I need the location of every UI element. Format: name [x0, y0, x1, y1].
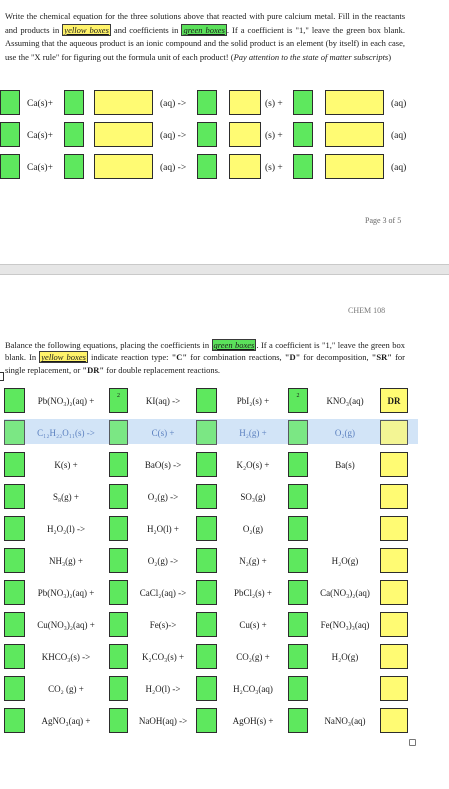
- page2-instructions: [5, 339, 405, 376]
- coefficient-box[interactable]: [196, 580, 217, 605]
- coefficient-box[interactable]: [196, 676, 217, 701]
- page-number: Page 3 of 5: [365, 216, 402, 225]
- product-2-label: H₂O(g): [331, 652, 359, 662]
- coefficient-box[interactable]: [109, 548, 128, 573]
- coefficient-box[interactable]: [293, 90, 313, 115]
- coefficient-box[interactable]: [109, 708, 128, 733]
- yellow-boxes-highlight: yellow boxes: [64, 24, 109, 35]
- state-plus-label: (s) +: [265, 131, 283, 141]
- reaction-type-box[interactable]: [380, 676, 408, 701]
- page1-instructions: [5, 10, 405, 64]
- coefficient-box[interactable]: [197, 90, 217, 115]
- type-c: "C": [171, 352, 188, 363]
- state-label: (aq): [391, 131, 407, 141]
- instruction-text: for decomposition,: [300, 352, 372, 363]
- state-label: (aq): [391, 99, 407, 109]
- product-box[interactable]: [325, 154, 384, 179]
- resize-handle[interactable]: [409, 739, 416, 746]
- coefficient-box[interactable]: [288, 548, 308, 573]
- product-1-label: H₂CO₃(aq): [233, 684, 273, 694]
- coefficient-box[interactable]: [197, 154, 217, 179]
- instruction-text: for single replacement, or: [5, 352, 405, 375]
- reactant-1-label: KHCO₃(s) ->: [41, 652, 91, 662]
- reactant-2-label: K₂CO₃(s) +: [141, 652, 185, 662]
- coefficient-box[interactable]: [64, 154, 84, 179]
- coefficient-box[interactable]: [293, 154, 313, 179]
- reactant-label: Ca(s)+: [27, 163, 53, 173]
- coefficient-box[interactable]: [4, 516, 25, 541]
- page-header: CHEM 108: [348, 306, 386, 315]
- product-box[interactable]: [229, 154, 261, 179]
- reaction-type-value: DR: [387, 395, 401, 406]
- coefficient-box[interactable]: [4, 612, 25, 637]
- reactant-2-label: O₂(g) ->: [147, 556, 179, 566]
- coefficient-value: 2: [117, 393, 120, 399]
- coefficient-box[interactable]: [288, 452, 308, 477]
- reactant-1-label: S₈(g) +: [53, 492, 79, 502]
- coefficient-box[interactable]: [196, 388, 217, 413]
- reactant-label: Ca(s)+: [27, 99, 53, 109]
- text-cursor-marker: [0, 372, 4, 381]
- reactant-2-label: Fe(s)->: [149, 620, 177, 630]
- reaction-type-box[interactable]: [380, 420, 408, 445]
- coefficient-box[interactable]: [196, 516, 217, 541]
- reactant-1-label: Cu(NO₃)₂(aq) +: [37, 620, 95, 630]
- coefficient-box[interactable]: [288, 612, 308, 637]
- coefficient-box[interactable]: [0, 154, 20, 179]
- state-arrow-label: (aq) ->: [160, 163, 187, 173]
- reactant-1-label: CO₂ (g) +: [48, 684, 84, 694]
- reactant-2-label: H₂O(l) +: [147, 524, 179, 534]
- product-2-label: Ba(s): [335, 460, 355, 470]
- coefficient-box[interactable]: [109, 644, 128, 669]
- coefficient-box[interactable]: [196, 484, 217, 509]
- coefficient-box[interactable]: [109, 420, 128, 445]
- coefficient-box[interactable]: [288, 644, 308, 669]
- coefficient-box[interactable]: [288, 580, 308, 605]
- coefficient-box[interactable]: [4, 452, 25, 477]
- coefficient-box[interactable]: [196, 420, 217, 445]
- instruction-text: ): [388, 51, 392, 62]
- coefficient-box[interactable]: [196, 644, 217, 669]
- reaction-type-box[interactable]: [380, 644, 408, 669]
- coefficient-box[interactable]: [4, 644, 25, 669]
- product-1-label: Cu(s) +: [239, 620, 267, 630]
- reactant-1-label: H₂O₂(l) ->: [46, 524, 86, 534]
- instruction-text: indicate reaction type:: [87, 352, 172, 363]
- product-2-label: H₂O(g): [331, 556, 359, 566]
- product-1-label: PbI₂(s) +: [236, 396, 270, 406]
- product-1-label: SO₃(g): [240, 492, 266, 502]
- reaction-type-box[interactable]: [380, 708, 408, 733]
- instruction-text: for double replacement reactions.: [104, 364, 221, 375]
- product-box[interactable]: [229, 90, 261, 115]
- coefficient-box[interactable]: [196, 612, 217, 637]
- reactant-label: Ca(s)+: [27, 131, 53, 141]
- instruction-text: and coefficients in: [110, 24, 182, 35]
- green-boxes-highlight: green boxes: [213, 340, 255, 350]
- reactant-1-label: NH₃(g) +: [49, 556, 83, 566]
- coefficient-box[interactable]: [109, 516, 128, 541]
- product-1-label: H₂(g) +: [239, 428, 267, 438]
- coefficient-box[interactable]: [109, 388, 128, 413]
- coefficient-box[interactable]: [293, 122, 313, 147]
- coefficient-box[interactable]: [0, 122, 20, 147]
- product-1-label: O₂(g): [242, 524, 264, 534]
- reaction-type-box[interactable]: [380, 452, 408, 477]
- instruction-text: for combination reactions,: [187, 352, 285, 363]
- coefficient-box[interactable]: [109, 580, 128, 605]
- coefficient-box[interactable]: [4, 580, 25, 605]
- coefficient-box[interactable]: [4, 420, 25, 445]
- reactant-2-label: BaO(s) ->: [144, 460, 182, 470]
- product-2-label: O₂(g): [334, 428, 356, 438]
- state-arrow-label: (aq) ->: [160, 99, 187, 109]
- state-plus-label: (s) +: [265, 163, 283, 173]
- product-2-label: Ca(NO₃)₂(aq): [320, 588, 370, 598]
- product-1-label: CO₂(g) +: [236, 652, 270, 662]
- reactant-box[interactable]: [94, 122, 153, 147]
- coefficient-box[interactable]: [109, 676, 128, 701]
- state-label: (aq): [391, 163, 407, 173]
- coefficient-box[interactable]: [4, 548, 25, 573]
- reaction-type-box[interactable]: [380, 484, 408, 509]
- coefficient-box[interactable]: [288, 676, 308, 701]
- reactant-1-label: K(s) +: [54, 460, 78, 470]
- product-2-label: NaNO₃(aq): [324, 716, 366, 726]
- instruction-text: . If a coefficient is "1," leave the green box blank. Assuming that the aqueous product is an ionic compound and the solid product is an element (by itself) in each case, use the "X rule" for figuring out the formula unit of each product! (: [5, 24, 405, 62]
- coefficient-box[interactable]: [109, 484, 128, 509]
- product-box[interactable]: [325, 90, 384, 115]
- coefficient-box[interactable]: [288, 708, 308, 733]
- instruction-italic: Pay attention to the state of matter subscripts: [233, 51, 389, 62]
- coefficient-box[interactable]: [4, 708, 25, 733]
- coefficient-box[interactable]: [64, 90, 84, 115]
- reactant-1-label: AgNO₃(aq) +: [41, 716, 91, 726]
- product-box[interactable]: [325, 122, 384, 147]
- yellow-boxes-highlight: yellow boxes: [41, 352, 86, 363]
- reaction-type-box[interactable]: [380, 388, 408, 413]
- coefficient-box[interactable]: [288, 516, 308, 541]
- product-1-label: AgOH(s) +: [232, 716, 274, 726]
- product-1-label: PbCl₂(s) +: [234, 588, 272, 598]
- coefficient-box[interactable]: [4, 676, 25, 701]
- coefficient-box[interactable]: [197, 122, 217, 147]
- reactant-2-label: KI(aq) ->: [145, 396, 181, 406]
- reaction-type-box[interactable]: [380, 612, 408, 637]
- page-break: [0, 264, 449, 275]
- coefficient-box[interactable]: [0, 90, 20, 115]
- reaction-type-box[interactable]: [380, 548, 408, 573]
- instruction-text: Write the chemical equation for the three solutions above that reacted with pure calcium metal. Fill in the reactants and products in: [5, 11, 405, 35]
- state-arrow-label: (aq) ->: [160, 131, 187, 141]
- coefficient-box[interactable]: [109, 612, 128, 637]
- coefficient-box[interactable]: [109, 452, 128, 477]
- coefficient-box[interactable]: [196, 452, 217, 477]
- reactant-2-label: CaCl₂(aq) ->: [139, 588, 187, 598]
- coefficient-box[interactable]: [4, 388, 25, 413]
- reactant-1-label: Pb(NO₃)₂(aq) +: [37, 396, 95, 406]
- type-d: "D": [284, 352, 301, 363]
- type-dr: "DR": [82, 364, 105, 375]
- green-boxes-highlight: green boxes: [183, 24, 225, 35]
- coefficient-box[interactable]: [196, 708, 217, 733]
- instruction-text: Balance the following equations, placing the coefficients in: [5, 340, 212, 350]
- product-box[interactable]: [229, 122, 261, 147]
- reactant-2-label: O₂(g) ->: [147, 492, 179, 502]
- reaction-type-box[interactable]: [380, 516, 408, 541]
- product-2-label: Fe(NO₃)₃(aq): [320, 620, 370, 630]
- reactant-1-label: C₁₂H₂₂O₁₁(s) ->: [37, 428, 95, 438]
- reactant-box[interactable]: [94, 90, 153, 115]
- reaction-type-box[interactable]: [380, 580, 408, 605]
- coefficient-value: 2: [296, 393, 300, 399]
- product-2-label: KNO₃(aq): [326, 396, 364, 406]
- reactant-2-label: NaOH(aq) ->: [138, 716, 188, 726]
- reactant-2-label: C(s) +: [151, 428, 175, 438]
- type-sr: "SR": [371, 352, 392, 363]
- state-plus-label: (s) +: [265, 99, 283, 109]
- coefficient-box[interactable]: [288, 420, 308, 445]
- reactant-2-label: H₂O(l) ->: [145, 684, 181, 694]
- instruction-text: . If a coefficient is "1," leave the green box blank. In: [5, 340, 405, 363]
- coefficient-box[interactable]: [4, 484, 25, 509]
- product-1-label: N₂(g) +: [239, 556, 267, 566]
- product-1-label: K₂O(s) +: [236, 460, 270, 470]
- coefficient-box[interactable]: [196, 548, 217, 573]
- reactant-1-label: Pb(NO₃)₂(aq) +: [37, 588, 95, 598]
- coefficient-box[interactable]: [64, 122, 84, 147]
- reactant-box[interactable]: [94, 154, 153, 179]
- coefficient-box[interactable]: [288, 388, 308, 413]
- coefficient-box[interactable]: [288, 484, 308, 509]
